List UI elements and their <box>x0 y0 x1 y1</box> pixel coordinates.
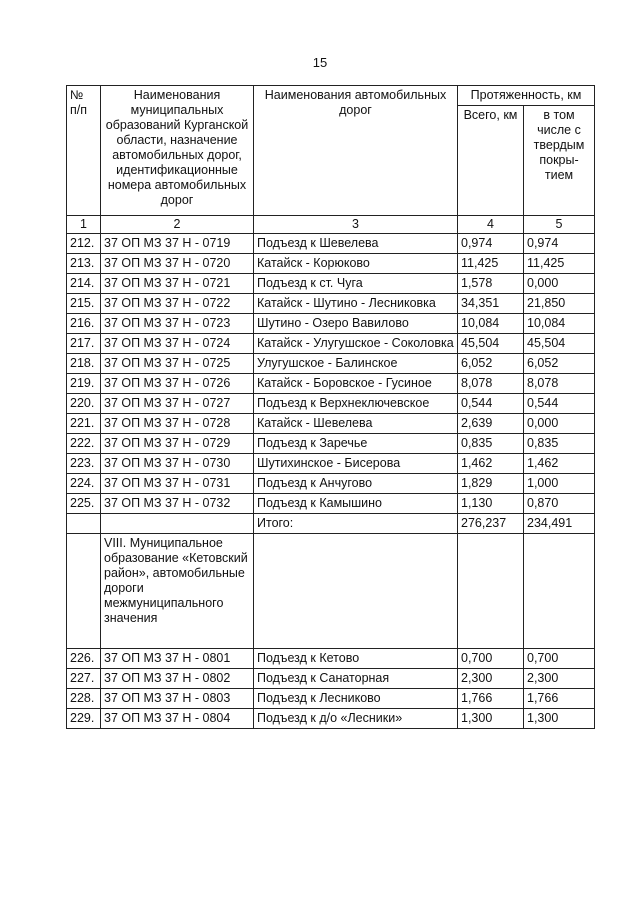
table-row <box>67 474 595 494</box>
road-identifier: 37 ОП МЗ 37 Н - 0730 <box>101 454 254 474</box>
road-name: Подъезд к Кетово <box>254 649 458 669</box>
total-label: Итого: <box>254 514 458 534</box>
table-row <box>67 374 595 394</box>
length-total: 45,504 <box>458 334 524 354</box>
length-hard-surface: 45,504 <box>524 334 595 354</box>
road-identifier: 37 ОП МЗ 37 Н - 0725 <box>101 354 254 374</box>
road-name: Улугушское - Балинское <box>254 354 458 374</box>
length-total: 0,835 <box>458 434 524 454</box>
header-num: № п/п <box>67 86 101 216</box>
total-row <box>67 514 595 534</box>
road-name: Подъезд к Шевелева <box>254 234 458 254</box>
empty-cell <box>67 514 101 534</box>
section-title: VIII. Муниципальное образование «Кетовский район», автомобильные дороги межмуниципального значения <box>101 534 254 649</box>
table-row <box>67 314 595 334</box>
road-name: Катайск - Шевелева <box>254 414 458 434</box>
length-total: 1,130 <box>458 494 524 514</box>
row-number: 224. <box>67 474 101 494</box>
length-hard-surface: 2,300 <box>524 669 595 689</box>
empty-cell <box>458 534 524 649</box>
length-total: 1,766 <box>458 689 524 709</box>
length-total: 0,974 <box>458 234 524 254</box>
table-row <box>67 669 595 689</box>
empty-cell <box>524 534 595 649</box>
row-number: 227. <box>67 669 101 689</box>
road-name: Катайск - Корюково <box>254 254 458 274</box>
header-row <box>67 86 595 106</box>
road-identifier: 37 ОП МЗ 37 Н - 0728 <box>101 414 254 434</box>
road-name: Катайск - Шутино - Лесниковка <box>254 294 458 314</box>
row-number: 219. <box>67 374 101 394</box>
length-hard-surface: 8,078 <box>524 374 595 394</box>
roads-table <box>66 85 595 729</box>
section-row <box>67 534 595 649</box>
length-total: 8,078 <box>458 374 524 394</box>
table-row <box>67 454 595 474</box>
length-total: 6,052 <box>458 354 524 374</box>
row-number: 215. <box>67 294 101 314</box>
road-identifier: 37 ОП МЗ 37 Н - 0802 <box>101 669 254 689</box>
header-length: Протяженность, км <box>458 86 595 106</box>
table-row <box>67 254 595 274</box>
header-total: Всего, км <box>458 106 524 216</box>
column-number: 5 <box>524 216 595 234</box>
road-name: Подъезд к Анчугово <box>254 474 458 494</box>
road-identifier: 37 ОП МЗ 37 Н - 0720 <box>101 254 254 274</box>
road-name: Подъезд к Верхнеключевское <box>254 394 458 414</box>
road-identifier: 37 ОП МЗ 37 Н - 0801 <box>101 649 254 669</box>
road-identifier: 37 ОП МЗ 37 Н - 0731 <box>101 474 254 494</box>
length-total: 1,578 <box>458 274 524 294</box>
page-number: 15 <box>312 55 328 70</box>
table-row <box>67 434 595 454</box>
table-row <box>67 274 595 294</box>
column-number: 4 <box>458 216 524 234</box>
road-identifier: 37 ОП МЗ 37 Н - 0803 <box>101 689 254 709</box>
road-identifier: 37 ОП МЗ 37 Н - 0721 <box>101 274 254 294</box>
length-total: 10,084 <box>458 314 524 334</box>
row-number: 222. <box>67 434 101 454</box>
length-total: 1,829 <box>458 474 524 494</box>
length-total: 1,300 <box>458 709 524 729</box>
road-identifier: 37 ОП МЗ 37 Н - 0719 <box>101 234 254 254</box>
row-number: 223. <box>67 454 101 474</box>
length-hard-surface: 21,850 <box>524 294 595 314</box>
table-row <box>67 689 595 709</box>
length-hard-surface: 1,462 <box>524 454 595 474</box>
header-hard-surface: в том числе с твердым покры-тием <box>524 106 595 216</box>
road-identifier: 37 ОП МЗ 37 Н - 0722 <box>101 294 254 314</box>
length-total: 1,462 <box>458 454 524 474</box>
road-name: Подъезд к Камышино <box>254 494 458 514</box>
length-hard-surface: 0,000 <box>524 414 595 434</box>
column-number: 1 <box>67 216 101 234</box>
road-name: Катайск - Боровское - Гусиное <box>254 374 458 394</box>
length-hard-surface: 0,700 <box>524 649 595 669</box>
row-number: 213. <box>67 254 101 274</box>
header-road-name: Наименования автомобильных дорог <box>254 86 458 216</box>
length-total: 34,351 <box>458 294 524 314</box>
table-row <box>67 494 595 514</box>
header-municipality: Наименования муниципальных образований Курганской области, назначение автомобильных дорог, идентификационные номера автомобильных дорог <box>101 86 254 216</box>
empty-cell <box>101 514 254 534</box>
table-row <box>67 709 595 729</box>
column-numbers-row <box>67 216 595 234</box>
length-hard-surface: 0,544 <box>524 394 595 414</box>
row-number: 225. <box>67 494 101 514</box>
length-hard-surface: 0,974 <box>524 234 595 254</box>
row-number: 212. <box>67 234 101 254</box>
row-number: 217. <box>67 334 101 354</box>
empty-cell <box>254 534 458 649</box>
road-identifier: 37 ОП МЗ 37 Н - 0726 <box>101 374 254 394</box>
total-hard-surface: 234,491 <box>524 514 595 534</box>
road-name: Шутихинское - Бисерова <box>254 454 458 474</box>
road-identifier: 37 ОП МЗ 37 Н - 0804 <box>101 709 254 729</box>
length-total: 2,300 <box>458 669 524 689</box>
row-number: 218. <box>67 354 101 374</box>
length-hard-surface: 1,000 <box>524 474 595 494</box>
length-hard-surface: 10,084 <box>524 314 595 334</box>
road-identifier: 37 ОП МЗ 37 Н - 0727 <box>101 394 254 414</box>
road-identifier: 37 ОП МЗ 37 Н - 0724 <box>101 334 254 354</box>
table-row <box>67 234 595 254</box>
table-row <box>67 394 595 414</box>
row-number: 216. <box>67 314 101 334</box>
length-total: 0,700 <box>458 649 524 669</box>
row-number: 221. <box>67 414 101 434</box>
column-number: 2 <box>101 216 254 234</box>
length-hard-surface: 0,835 <box>524 434 595 454</box>
road-name: Подъезд к ст. Чуга <box>254 274 458 294</box>
row-number: 228. <box>67 689 101 709</box>
row-number: 229. <box>67 709 101 729</box>
length-total: 2,639 <box>458 414 524 434</box>
road-identifier: 37 ОП МЗ 37 Н - 0723 <box>101 314 254 334</box>
length-hard-surface: 1,300 <box>524 709 595 729</box>
table-row <box>67 334 595 354</box>
length-total: 11,425 <box>458 254 524 274</box>
road-name: Подъезд к Заречье <box>254 434 458 454</box>
row-number: 214. <box>67 274 101 294</box>
road-name: Подъезд к Лесниково <box>254 689 458 709</box>
total-length: 276,237 <box>458 514 524 534</box>
length-hard-surface: 11,425 <box>524 254 595 274</box>
length-hard-surface: 0,870 <box>524 494 595 514</box>
road-identifier: 37 ОП МЗ 37 Н - 0732 <box>101 494 254 514</box>
length-total: 0,544 <box>458 394 524 414</box>
road-name: Катайск - Улугушское - Соколовка <box>254 334 458 354</box>
row-number: 226. <box>67 649 101 669</box>
road-name: Шутино - Озеро Вавилово <box>254 314 458 334</box>
column-number: 3 <box>254 216 458 234</box>
road-name: Подъезд к Санаторная <box>254 669 458 689</box>
road-name: Подъезд к д/о «Лесники» <box>254 709 458 729</box>
length-hard-surface: 0,000 <box>524 274 595 294</box>
road-identifier: 37 ОП МЗ 37 Н - 0729 <box>101 434 254 454</box>
empty-cell <box>67 534 101 649</box>
row-number: 220. <box>67 394 101 414</box>
table-row <box>67 649 595 669</box>
table-row <box>67 414 595 434</box>
table-row <box>67 294 595 314</box>
length-hard-surface: 1,766 <box>524 689 595 709</box>
table-row <box>67 354 595 374</box>
length-hard-surface: 6,052 <box>524 354 595 374</box>
